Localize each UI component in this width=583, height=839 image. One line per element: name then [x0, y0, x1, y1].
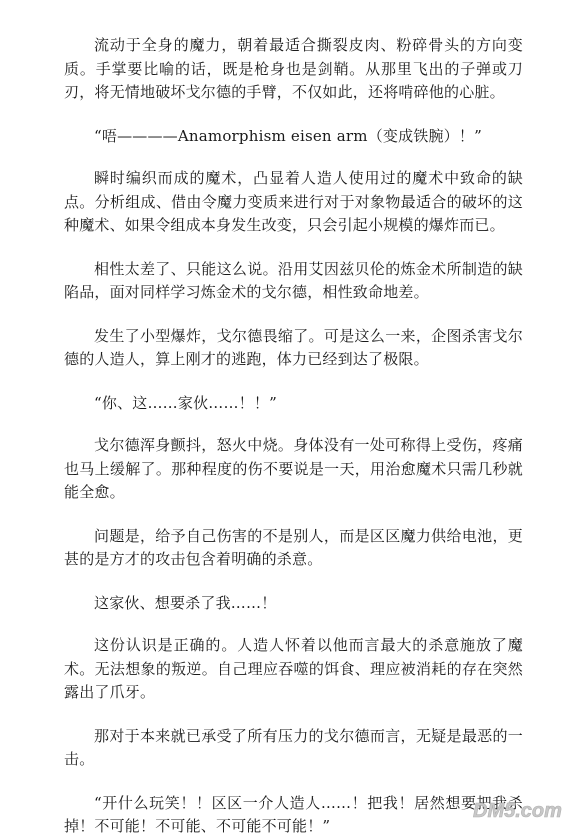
paragraph-8: 问题是，给予自己伤害的不是别人，而是区区魔力供给电池，更甚的是方才的攻击包含着明确的杀意。: [64, 526, 523, 568]
watermark-text: DM5.com: [473, 800, 562, 822]
paragraph-11: 那对于本来就已承受了所有压力的戈尔德而言，无疑是最恶的一击。: [64, 726, 523, 768]
paragraph-9: 这家伙、想要杀了我……！: [94, 593, 277, 612]
paragraph-12: “开什么玩笑！！区区一介人造人……！把我！居然想要把我杀掉！不可能！不可能、不可能不可能！”: [64, 793, 523, 835]
paragraph-1: 流动于全身的魔力，朝着最适合撕裂皮肉、粉碎骨头的方向变质。手掌要比喻的话，既是枪身也是剑鞘。从那里飞出的子弹或刀刃，将无情地破坏戈尔德的手臂，不仅如此，还将啃碎他的心脏。: [64, 36, 523, 101]
paragraph-7: 戈尔德浑身颤抖，怒火中烧。身体没有一处可称得上受伤，疼痛也马上缓解了。那种程度的伤不要说是一天，用治愈魔术只需几秒就能全愈。: [64, 436, 523, 501]
paragraph-2: “唔————Anamorphism eisen arm（变成铁腕）！”: [94, 126, 482, 145]
dm5-logo-icon: [471, 796, 571, 822]
paragraph-6: “你、这……家伙……！！”: [94, 393, 277, 412]
paragraph-5: 发生了小型爆炸，戈尔德畏缩了。可是这么一来，企图杀害戈尔德的人造人，算上刚才的逃跑，体力已经到达了极限。: [64, 326, 523, 368]
paragraph-3: 瞬时编织而成的魔术，凸显着人造人使用过的魔术中致命的缺点。分析组成、借由令魔力变质来进行对于对象物最适合的破坏的这种魔术、如果令组成本身发生改变，只会引起小规模的爆炸而已。: [64, 169, 523, 234]
paragraph-10: 这份认识是正确的。人造人怀着以他而言最大的杀意施放了魔术。无法想象的叛逆。自己理应吞噬的饵食、理应被消耗的存在突然露出了爪牙。: [64, 636, 523, 701]
watermark-graphic: [471, 796, 571, 822]
paragraph-4: 相性太差了、只能这么说。沿用艾因兹贝伦的炼金术所制造的缺陷品，面对同样学习炼金术的戈尔德，相性致命地差。: [64, 259, 523, 301]
